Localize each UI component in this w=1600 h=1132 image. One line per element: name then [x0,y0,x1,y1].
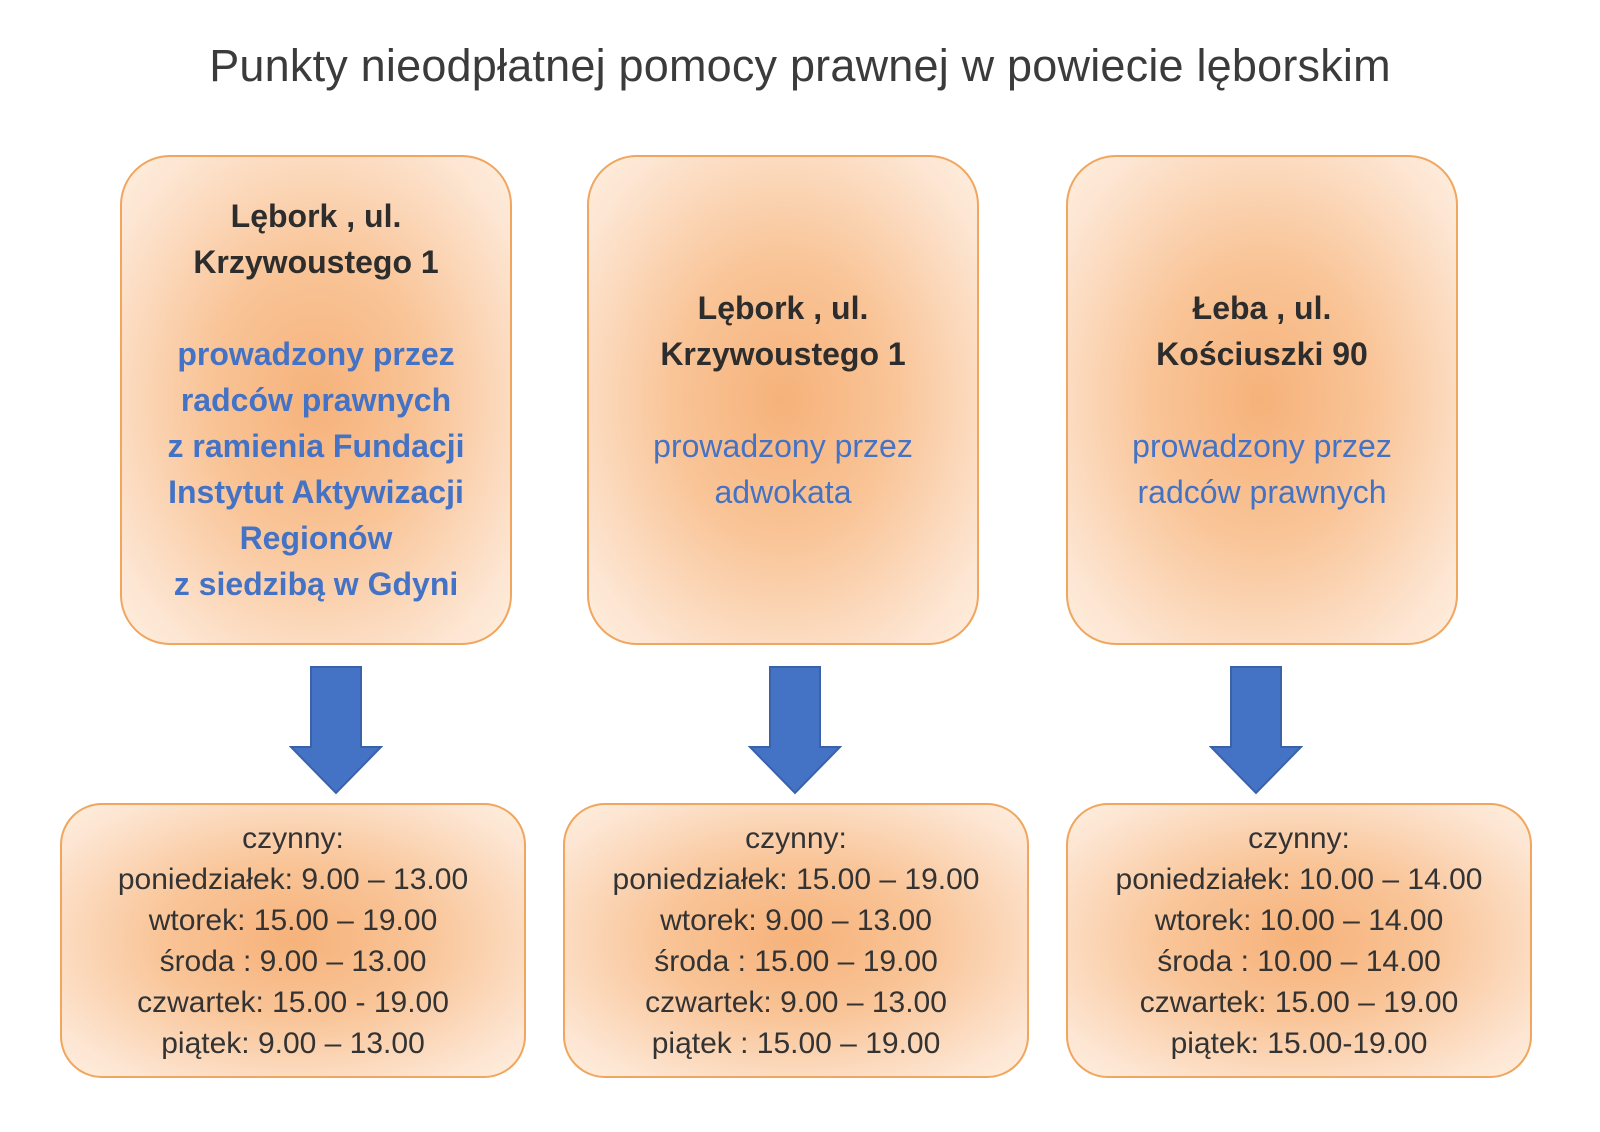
point-2-schedule-box [563,803,1029,1078]
schedule-line: poniedziałek: 9.00 – 13.00 [117,862,469,896]
point-3-operator [1132,423,1392,515]
schedule-line: poniedziałek: 15.00 – 19.00 [612,862,980,896]
operator-line: prowadzony przez [653,428,913,464]
schedule-line: piątek : 15.00 – 19.00 [651,1026,941,1060]
operator-line: Regionów [239,520,393,556]
operator-line: prowadzony przez [1132,428,1392,464]
point-1-down-arrow-icon [289,665,383,795]
schedule-line: czynny: [1248,821,1350,855]
address-line: Lębork , ul. [697,290,869,326]
schedule-line: piątek: 9.00 – 13.00 [161,1026,425,1060]
operator-line: z ramienia Fundacji [167,428,465,464]
point-1-location-box [120,155,512,645]
point-2-location-box [587,155,979,645]
point-2-down-arrow-icon [748,665,842,795]
schedule-line: piątek: 15.00-19.00 [1170,1026,1428,1060]
point-3-schedule [1116,818,1483,1064]
page-title: Punkty nieodpłatnej pomocy prawnej w powiecie lęborskim [209,40,1391,91]
address-line: Kościuszki 90 [1156,336,1368,372]
point-3-location-box [1066,155,1458,645]
point-1-address [193,193,438,285]
operator-line: adwokata [714,474,852,510]
operator-line: Instytut Aktywizacji [168,474,464,510]
point-1-operator [168,331,465,607]
schedule-line: poniedziałek: 10.00 – 14.00 [1115,862,1483,896]
address-line: Łeba , ul. [1192,290,1332,326]
operator-line: prowadzony przez [177,336,455,372]
schedule-line: środa : 10.00 – 14.00 [1157,944,1441,978]
address-line: Krzywoustego 1 [660,336,906,372]
schedule-line: wtorek: 10.00 – 14.00 [1154,903,1444,937]
schedule-line: czwartek: 15.00 - 19.00 [137,985,449,1019]
point-2-operator [653,423,913,515]
schedule-line: czwartek: 15.00 – 19.00 [1139,985,1459,1019]
operator-line: radców prawnych [1137,474,1387,510]
point-3-down-arrow-icon [1209,665,1303,795]
schedule-line: wtorek: 15.00 – 19.00 [148,903,438,937]
schedule-line: środa : 9.00 – 13.00 [159,944,427,978]
schedule-line: środa : 15.00 – 19.00 [654,944,938,978]
schedule-line: czynny: [745,821,847,855]
address-line: Lębork , ul. [230,198,402,234]
point-2-address [660,285,905,377]
schedule-line: wtorek: 9.00 – 13.00 [660,903,932,937]
point-1-schedule [118,818,468,1064]
point-1-schedule-box [60,803,526,1078]
operator-line: radców prawnych [180,382,452,418]
address-line: Krzywoustego 1 [193,244,439,280]
schedule-line: czwartek: 9.00 – 13.00 [645,985,947,1019]
operator-line: z siedzibą w Gdyni [173,566,459,602]
point-3-address [1156,285,1368,377]
point-3-schedule-box [1066,803,1532,1078]
schedule-line: czynny: [242,821,344,855]
point-2-schedule [613,818,980,1064]
